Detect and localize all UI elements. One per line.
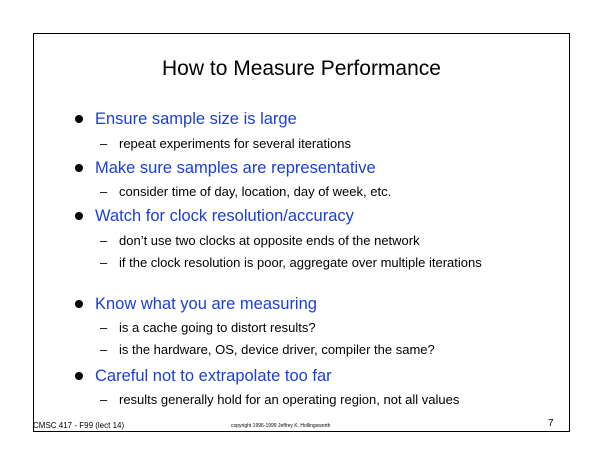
bullet-text: Ensure sample size is large [95,110,297,128]
sub-bullet-text: consider time of day, location, day of week, etc. [119,184,392,199]
sub-bullet-text: is a cache going to distort results? [119,320,316,335]
dash-icon: – [100,392,108,407]
bullet-dot-icon [75,115,83,123]
sub-bullet-text: is the hardware, OS, device driver, compiler the same? [119,342,435,357]
dash-icon: – [100,342,108,357]
dash-icon: – [100,233,108,248]
bullet-text: Know what you are measuring [95,295,317,313]
sub-bullet-text: repeat experiments for several iterations [119,136,351,151]
sub-bullet-text: don’t use two clocks at opposite ends of the network [119,233,420,248]
dash-icon: – [100,255,108,270]
dash-icon: – [100,184,108,199]
bullet-text: Careful not to extrapolate too far [95,367,332,385]
footer-course-label: CMSC 417 - F99 (lect 14) [33,421,125,430]
bullet-dot-icon [75,164,83,172]
page-number: 7 [548,418,554,429]
bullet-dot-icon [75,212,83,220]
footer-copyright: copyright 1996-1999 Jeffrey K. Hollingsworth [231,423,331,429]
sub-bullet-text: results generally hold for an operating region, not all values [119,392,460,407]
bullet-dot-icon [75,300,83,308]
bullet-text: Make sure samples are representative [95,159,376,177]
slide-title: How to Measure Performance [162,57,441,80]
dash-icon: – [100,320,108,335]
dash-icon: – [100,136,108,151]
bullet-text: Watch for clock resolution/accuracy [95,207,354,225]
bullet-dot-icon [75,372,83,380]
sub-bullet-text: if the clock resolution is poor, aggregate over multiple iterations [119,255,482,270]
